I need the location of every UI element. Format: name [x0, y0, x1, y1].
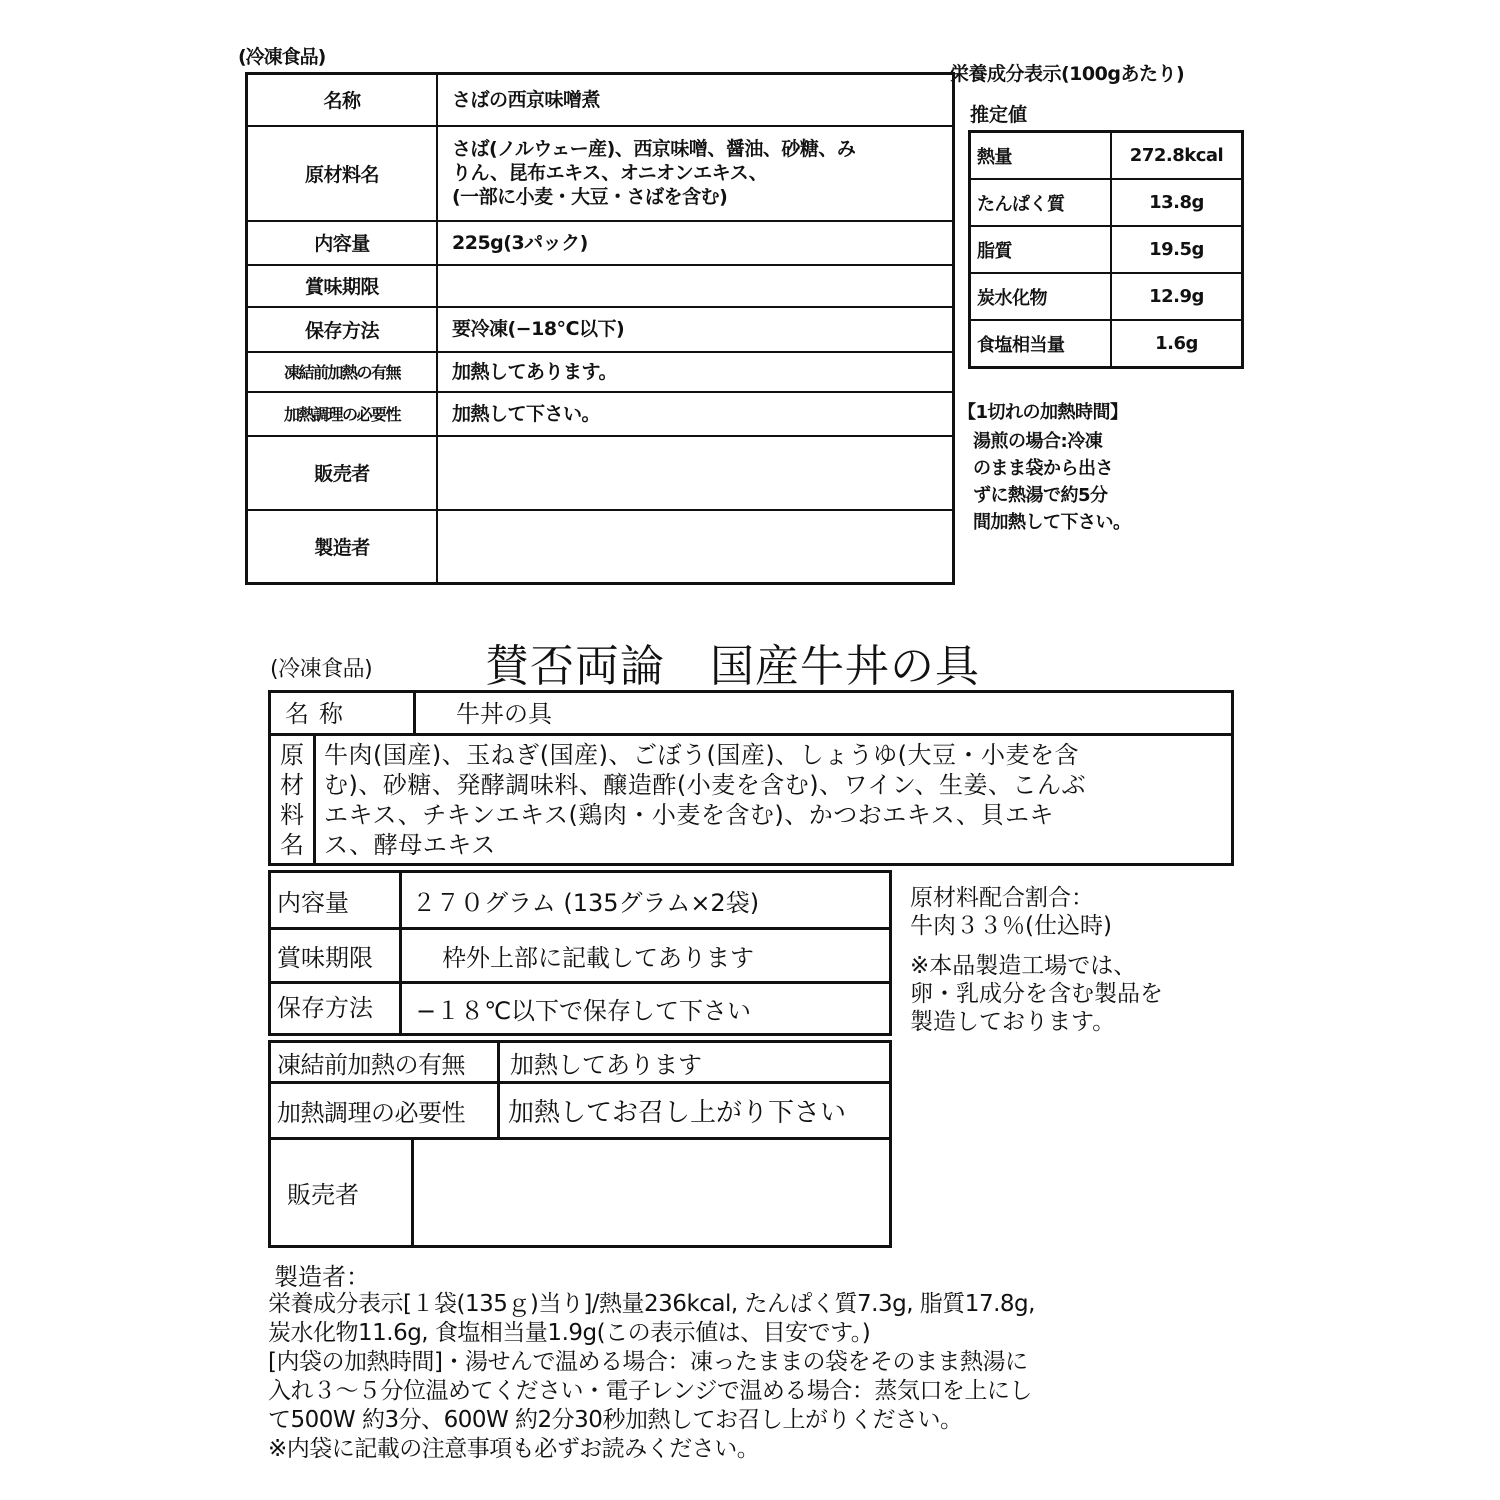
- ingredient-line: 牛肉(国産)、玉ねぎ(国産)、ごぼう(国産)、しょうゆ(大豆・小麦を含: [324, 741, 1080, 769]
- ingredients-row: [268, 736, 1234, 866]
- note-line: 栄養成分表示[１袋(135ｇ)当り]/熱量236kcal, たんぱく質7.3g, 脂質17.8g,: [268, 1291, 1035, 1317]
- ratio-line: 原材料配合割合：: [910, 885, 1094, 911]
- row-value: [316, 736, 1231, 863]
- table-row: [247, 307, 954, 352]
- row-value: 加熱してお召し上がり下さい: [508, 1098, 847, 1128]
- label2-product-title: 賛否両論 国産牛丼の具: [485, 641, 980, 692]
- label1-category: (冷凍食品): [238, 46, 326, 68]
- ingredient-line: エキス、チキンエキス(鶏肉・小麦を含む)、かつおエキス、貝エキ: [324, 801, 1054, 829]
- row-key: 内容量: [247, 221, 438, 265]
- ingredient-line: ス、酵母エキス: [324, 831, 496, 859]
- nutrient-value: 1.6g: [1111, 320, 1243, 368]
- side-note: [910, 884, 1240, 1036]
- ingredient-line: りん、昆布エキス、オニオンエキス、: [452, 162, 768, 184]
- row-key: 内容量: [271, 873, 402, 927]
- nutrition-row: [970, 273, 1243, 320]
- table-row: [247, 126, 954, 221]
- row-value: −１８℃以下で保存して下さい: [416, 997, 752, 1025]
- nutrient-value: 272.8kcal: [1111, 132, 1243, 180]
- heating-time-title: 【1切れの加熱時間】: [958, 402, 1128, 423]
- nutrient-value: 19.5g: [1111, 226, 1243, 273]
- heating-line: のまま袋から出さ: [973, 458, 1113, 479]
- heating-line: 湯煎の場合:冷凍: [973, 431, 1103, 452]
- nutrition-subtitle: 推定値: [970, 104, 1028, 126]
- row-key: 賞味期限: [247, 265, 438, 307]
- row-value: ２７０グラム (135グラム×2袋): [412, 888, 760, 917]
- key-char: 材: [280, 771, 304, 799]
- nutrition-row: [970, 226, 1243, 273]
- row-key: 凍結前加熱の有無: [271, 1043, 500, 1081]
- note-line: [内袋の加熱時間]・湯せんで温める場合：凍ったままの袋をそのまま熱湯に: [268, 1349, 1028, 1375]
- row-value: 加熱して下さい。: [437, 392, 954, 436]
- nutrient-name: 熱量: [970, 132, 1112, 180]
- key-char: 名: [280, 831, 304, 859]
- row-value: 要冷凍(−18℃以下): [437, 307, 954, 352]
- table-row: [247, 74, 954, 126]
- heating-line: ずに熱湯で約5分: [973, 485, 1108, 506]
- table-row: [247, 352, 954, 392]
- manufacturer-label: 製造者：: [274, 1263, 370, 1291]
- table-row: [247, 221, 954, 265]
- allergen-line: 製造しております。: [910, 1009, 1116, 1035]
- row-key: 原材料名: [247, 126, 438, 221]
- key-char: 料: [280, 801, 304, 829]
- table-row: [268, 1140, 892, 1248]
- table-row: [268, 984, 892, 1036]
- row-value: 加熱してあります: [510, 1050, 702, 1079]
- row-key: 販売者: [271, 1140, 414, 1245]
- note-line: 入れ３～５分位温めてください・電子レンジで温める場合：蒸気口を上にし: [268, 1378, 1032, 1404]
- table-row: [268, 930, 892, 984]
- note-line: ※内袋に記載の注意事項も必ずお読みください。: [268, 1436, 760, 1462]
- table-row: [247, 392, 954, 436]
- row-key: [271, 736, 316, 863]
- row-key: 保存方法: [247, 307, 438, 352]
- ingredient-line: さば(ノルウェー産)、西京味噌、醤油、砂糖、み: [452, 138, 856, 160]
- spacer: [910, 940, 1240, 952]
- nutrient-name: たんぱく質: [970, 179, 1112, 226]
- row-value: 225g(3パック): [437, 221, 954, 265]
- row-key: 名称: [247, 74, 438, 126]
- row-key: 販売者: [247, 436, 438, 510]
- row-value: [437, 510, 954, 584]
- heating-line: 間加熱して下さい。: [973, 512, 1131, 533]
- row-key: 製造者: [247, 510, 438, 584]
- row-value: 牛丼の具: [456, 700, 552, 728]
- row-value: [414, 1140, 424, 1245]
- footer-notes: [268, 1290, 1248, 1464]
- note-line: て500W 約3分、600W 約2分30秒加熱してお召し上がりください。: [268, 1407, 963, 1433]
- row-value: さばの西京味噌煮: [437, 74, 954, 126]
- table-row: [268, 1040, 892, 1084]
- row-key: 名称: [271, 693, 416, 733]
- table-row: [247, 510, 954, 584]
- row-key: 賞味期限: [271, 930, 402, 981]
- row-value: 枠外上部に記載してあります: [442, 944, 754, 972]
- table-row: [268, 870, 892, 930]
- ratio-line: 牛肉３３％(仕込時): [910, 913, 1112, 939]
- ingredient-line: む)、砂糖、発酵調味料、醸造酢(小麦を含む)、ワイン、生姜、こんぶ: [324, 771, 1086, 799]
- nutrition-title: 栄養成分表示(100gあたり): [950, 63, 1185, 85]
- row-value: [437, 436, 954, 510]
- heating-time-body: [973, 428, 1173, 536]
- nutrient-name: 脂質: [970, 226, 1112, 273]
- row-value: [437, 265, 954, 307]
- nutrition-row: [970, 132, 1243, 180]
- name-row: [268, 690, 1234, 736]
- row-value: 加熱してあります。: [437, 352, 954, 392]
- label1-info-table: [245, 72, 955, 585]
- nutrient-value: 13.8g: [1111, 179, 1243, 226]
- table-row: [268, 1084, 892, 1140]
- nutrition-row: [970, 320, 1243, 368]
- nutrition-row: [970, 179, 1243, 226]
- label2-category: (冷凍食品): [270, 657, 373, 682]
- row-key: 保存方法: [271, 984, 402, 1033]
- note-line: 炭水化物11.6g, 食塩相当量1.9g(この表示値は、目安です。): [268, 1320, 871, 1346]
- row-key: 凍結前加熱の有無: [247, 352, 438, 392]
- table-row: [247, 265, 954, 307]
- table-row: [247, 436, 954, 510]
- row-key: 加熱調理の必要性: [247, 392, 438, 436]
- nutrient-name: 炭水化物: [970, 273, 1112, 320]
- nutrient-name: 食塩相当量: [970, 320, 1112, 368]
- allergen-line: ※本品製造工場では、: [910, 953, 1137, 979]
- allergen-line: 卵・乳成分を含む製品を: [910, 981, 1163, 1007]
- row-key: 加熱調理の必要性: [271, 1084, 500, 1137]
- nutrient-value: 12.9g: [1111, 273, 1243, 320]
- key-char: 原: [280, 741, 304, 769]
- row-value: [437, 126, 954, 221]
- nutrition-table: [968, 130, 1244, 369]
- ingredient-line: (一部に小麦・大豆・さばを含む): [452, 186, 728, 208]
